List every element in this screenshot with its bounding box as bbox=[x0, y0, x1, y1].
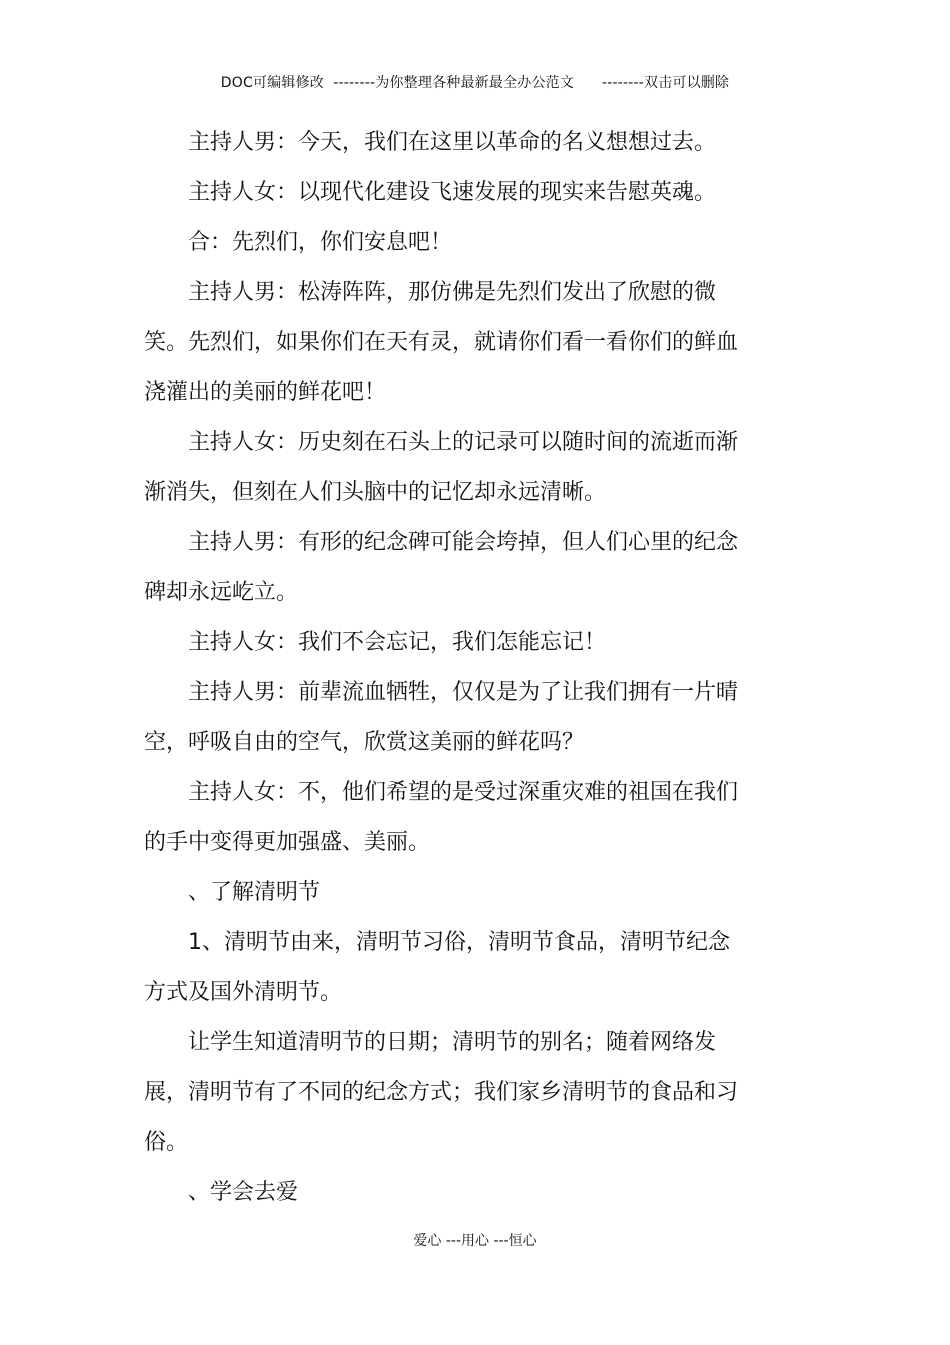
paragraph: 主持人女：我们不会忘记，我们怎能忘记！ bbox=[188, 630, 607, 655]
paragraph: 让学生知道清明节的日期；清明节的别名；随着网络发展，清明节有了不同的纪念方式；我们家乡清明节的食品和习俗。 bbox=[144, 1030, 739, 1155]
paragraph: 主持人男：前辈流血牺牲，仅仅是为了让我们拥有一片晴空，呼吸自由的空气，欣赏这美丽的鲜花吗？ bbox=[144, 680, 739, 755]
paragraph: 主持人男：有形的纪念碑可能会垮掉，但人们心里的纪念碑却永远屹立。 bbox=[144, 530, 739, 605]
paragraph: 主持人男：今天，我们在这里以革命的名义想想过去。 bbox=[188, 130, 717, 155]
document-body bbox=[144, 118, 749, 1218]
paragraph: 主持人女：历史刻在石头上的记录可以随时间的流逝而渐渐消失，但刻在人们头脑中的记忆却永远清晰。 bbox=[144, 430, 739, 505]
page-header: DOC可编辑修改 --------为你整理各种最新最全办公范文 --------双击可以删除 bbox=[220, 75, 730, 91]
paragraph: 主持人女：不，他们希望的是受过深重灾难的祖国在我们的手中变得更加强盛、美丽。 bbox=[144, 780, 739, 855]
section-heading: 、了解清明节 bbox=[188, 880, 321, 905]
page-footer: 爱心 ---用心 ---恒心 bbox=[413, 1233, 537, 1249]
paragraph: 主持人女：以现代化建设飞速发展的现实来告慰英魂。 bbox=[188, 180, 717, 205]
paragraph: 1、清明节由来，清明节习俗，清明节食品，清明节纪念方式及国外清明节。 bbox=[144, 930, 730, 1005]
section-heading: 、学会去爱 bbox=[188, 1180, 299, 1205]
paragraph: 主持人男：松涛阵阵，那仿佛是先烈们发出了欣慰的微笑。先烈们，如果你们在天有灵，就请你们看一看你们的鲜血浇灌出的美丽的鲜花吧！ bbox=[144, 280, 739, 405]
paragraph: 合：先烈们，你们安息吧！ bbox=[188, 230, 453, 255]
